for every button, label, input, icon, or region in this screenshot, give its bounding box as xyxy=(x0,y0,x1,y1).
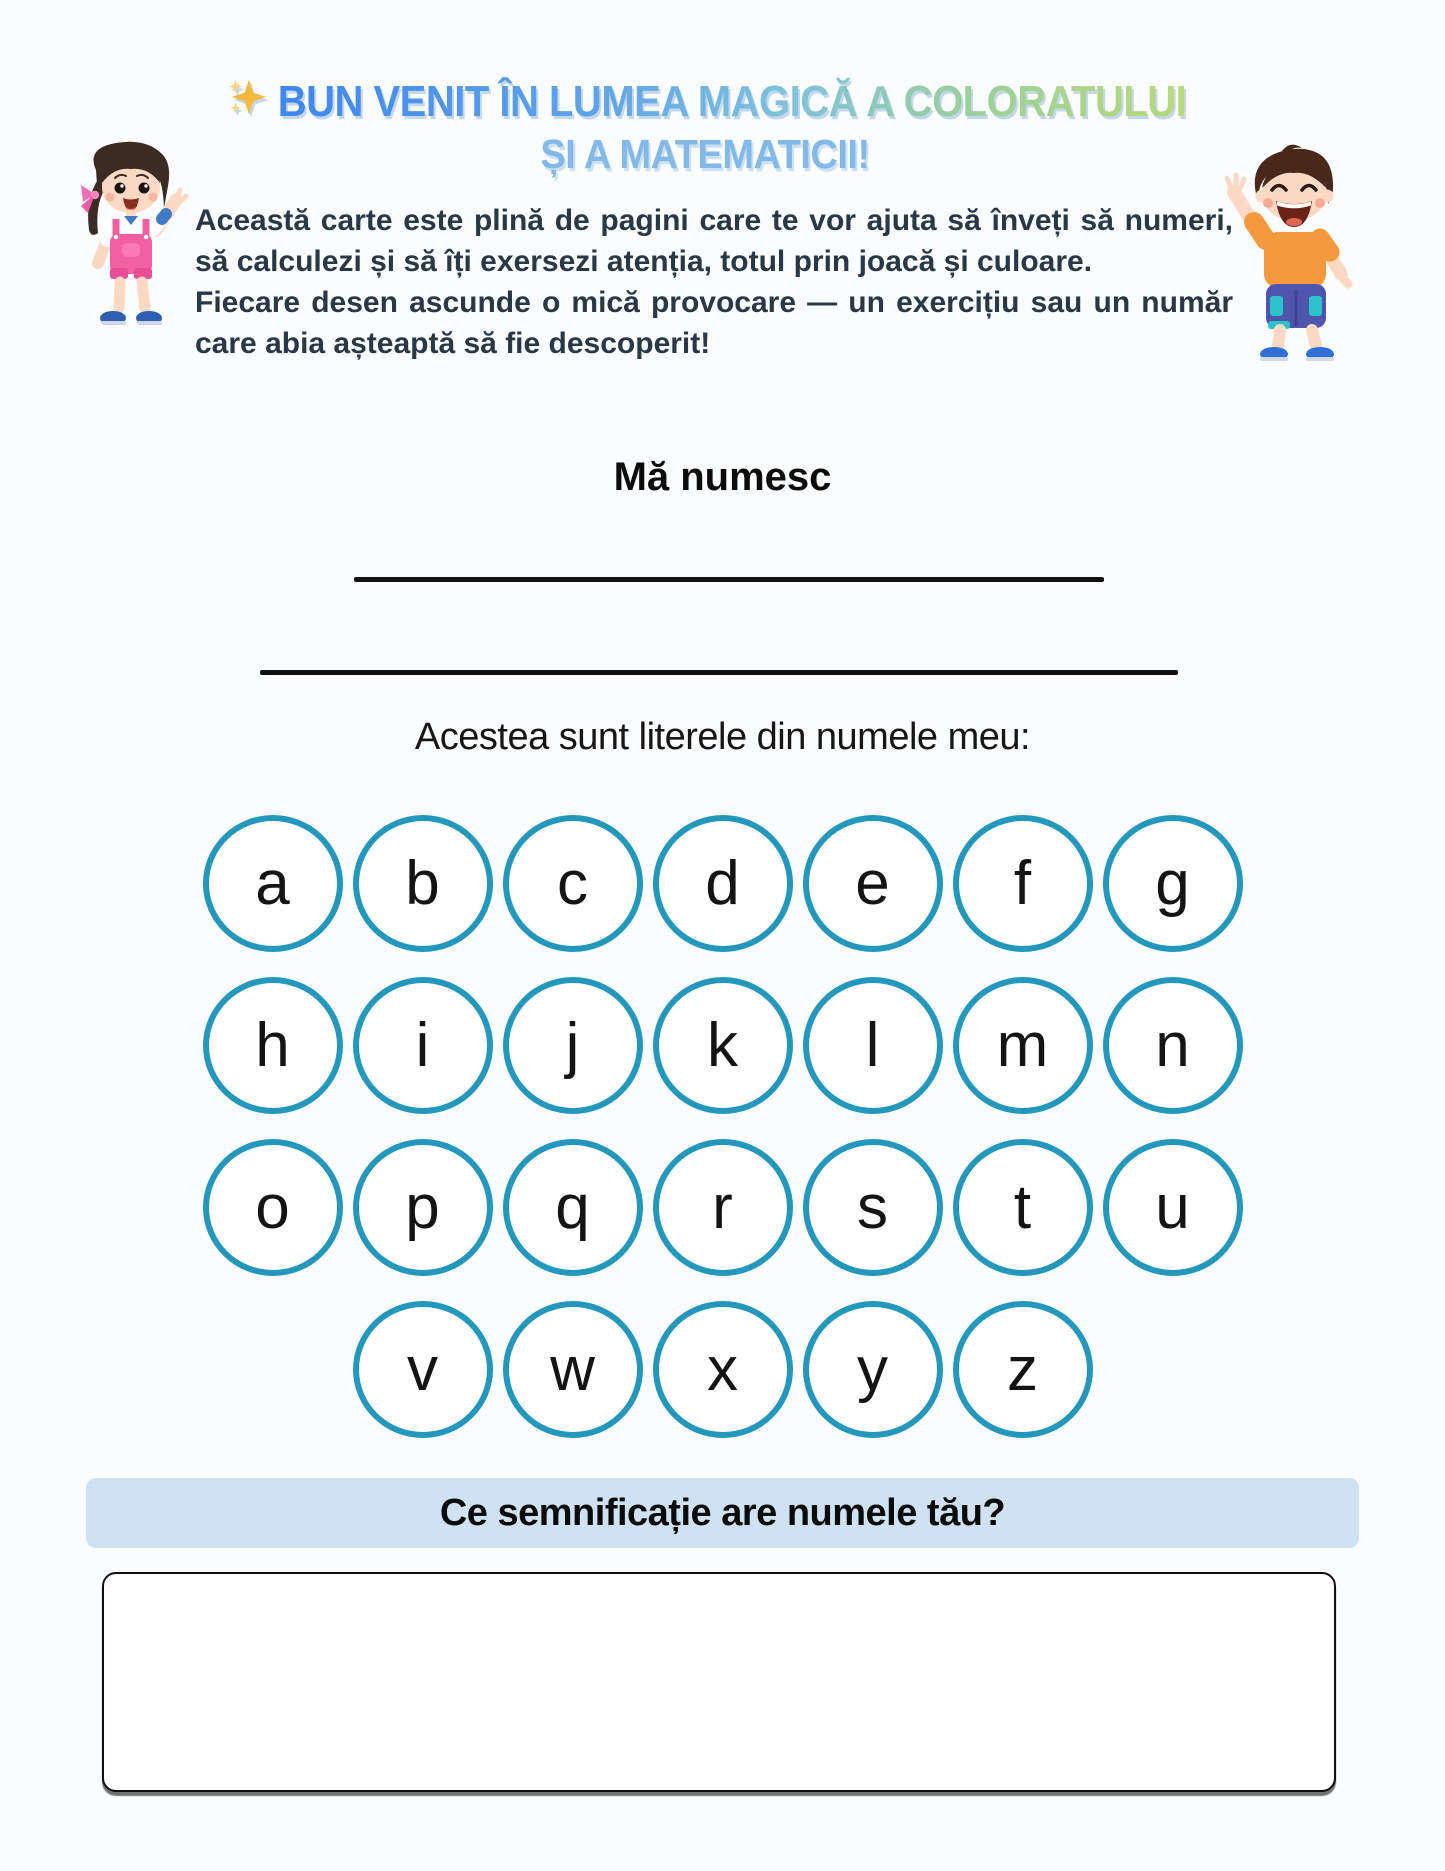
letter-circle-r xyxy=(653,1139,793,1276)
letter-label: q xyxy=(555,1172,590,1242)
question-banner-label: Ce semnificație are numele tău? xyxy=(439,1491,1006,1534)
letter-label: c xyxy=(557,848,588,918)
letter-circle-y xyxy=(803,1301,943,1438)
letter-label: x xyxy=(707,1334,738,1404)
letter-label: f xyxy=(1013,848,1032,918)
letter-label: w xyxy=(550,1334,595,1404)
letter-label: u xyxy=(1155,1172,1190,1242)
title-text-line1: BUN VENIT ÎN LUMEA MAGICĂ A COLORATULUI xyxy=(277,78,1187,126)
letter-label: t xyxy=(1013,1172,1032,1242)
letter-circle-x xyxy=(653,1301,793,1438)
letter-circle-z xyxy=(953,1301,1093,1438)
letter-circle-i xyxy=(353,977,493,1114)
letter-circle-h xyxy=(203,977,343,1114)
letter-circle-t xyxy=(953,1139,1093,1276)
boy-character-illustration xyxy=(1210,138,1370,366)
page-title xyxy=(160,74,1250,178)
letter-label: a xyxy=(255,848,290,918)
letter-label: m xyxy=(996,1010,1049,1080)
name-write-line-2[interactable] xyxy=(260,670,1178,675)
intro-paragraph-2: Fiecare desen ascunde o mică provocare — un exercițiu sau un număr care abia așteaptă să fie descoperit! xyxy=(195,286,1233,360)
letter-circle-f xyxy=(953,815,1093,952)
letter-circle-u xyxy=(1103,1139,1243,1276)
letter-circle-s xyxy=(803,1139,943,1276)
letter-label: z xyxy=(1007,1334,1038,1404)
letter-circle-m xyxy=(953,977,1093,1114)
letter-circle-b xyxy=(353,815,493,952)
letter-row xyxy=(203,977,1243,1114)
letter-label: e xyxy=(855,848,890,918)
letter-label: d xyxy=(705,848,740,918)
answer-box[interactable] xyxy=(102,1572,1336,1792)
letter-circle-a xyxy=(203,815,343,952)
name-heading: Mă numesc xyxy=(613,455,832,499)
question-banner xyxy=(86,1478,1359,1548)
letter-circle-j xyxy=(503,977,643,1114)
letter-label: l xyxy=(865,1010,880,1080)
letter-label: s xyxy=(857,1172,888,1242)
intro-paragraph-1: Această carte este plină de pagini care te vor ajuta să înveți să numeri, să calculezi și să îți exersezi atenția, totul prin joacă și culoare. xyxy=(195,204,1233,278)
letter-label: o xyxy=(255,1172,290,1242)
letter-row xyxy=(203,1139,1243,1276)
letter-circle-q xyxy=(503,1139,643,1276)
letter-label: k xyxy=(707,1010,738,1080)
letter-label: n xyxy=(1155,1010,1190,1080)
letter-row xyxy=(353,1301,1093,1438)
name-write-line-1[interactable] xyxy=(354,577,1104,582)
girl-character-illustration xyxy=(68,136,198,341)
letters-heading: Acestea sunt literele din numele meu: xyxy=(414,716,1031,758)
title-line-1 xyxy=(160,74,1250,130)
letter-circle-d xyxy=(653,815,793,952)
sparkle-icon xyxy=(224,74,270,130)
letter-label: p xyxy=(405,1172,440,1242)
intro-text xyxy=(195,200,1233,364)
letter-circle-g xyxy=(1103,815,1243,952)
letter-circle-v xyxy=(353,1301,493,1438)
letter-circle-l xyxy=(803,977,943,1114)
letter-label: h xyxy=(255,1010,290,1080)
letter-circle-p xyxy=(353,1139,493,1276)
letter-circle-e xyxy=(803,815,943,952)
letter-circle-k xyxy=(653,977,793,1114)
letter-row xyxy=(203,815,1243,952)
letter-label: i xyxy=(415,1010,430,1080)
letter-circle-n xyxy=(1103,977,1243,1114)
letter-label: b xyxy=(405,848,440,918)
letter-circle-o xyxy=(203,1139,343,1276)
letter-circle-w xyxy=(503,1301,643,1438)
letter-label: y xyxy=(857,1334,888,1404)
letter-label: r xyxy=(712,1172,733,1242)
letter-circle-c xyxy=(503,815,643,952)
letter-label: v xyxy=(407,1334,438,1404)
letter-label: g xyxy=(1155,848,1190,918)
title-text-line2: ȘI A MATEMATICII! xyxy=(540,132,870,178)
alphabet-grid xyxy=(0,815,1445,1438)
letter-label: j xyxy=(565,1010,580,1080)
